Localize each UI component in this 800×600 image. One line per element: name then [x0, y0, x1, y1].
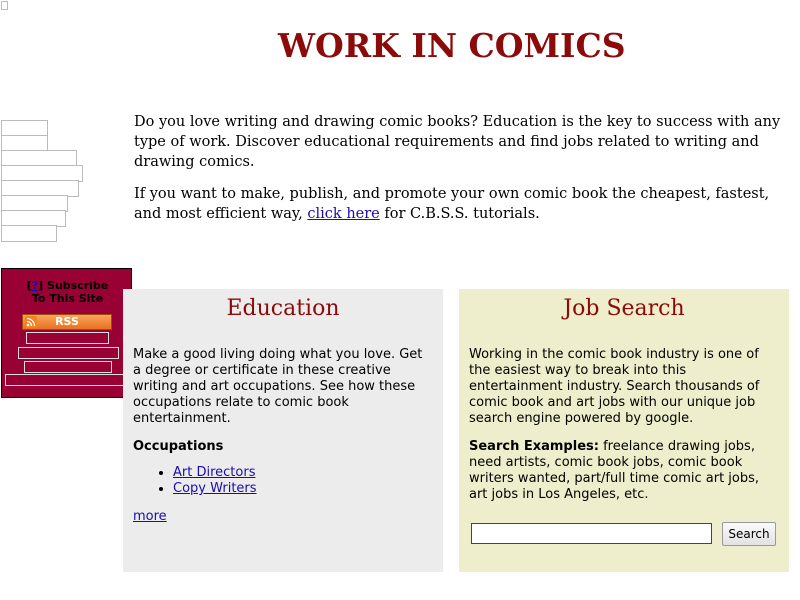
nav-placeholder-box[interactable]: [1, 225, 57, 242]
subscribe-line2: To This Site: [31, 292, 104, 305]
job-search-title: Job Search: [563, 296, 685, 321]
education-title: Education: [226, 296, 340, 321]
intro-paragraph: Do you love writing and drawing comic books? Education is the key to success with any type of work. Discover educational requirements and find jobs related to writing and drawing comics.: [134, 114, 781, 170]
art-directors-link[interactable]: Art Directors: [173, 465, 256, 480]
help-link[interactable]: ?: [31, 279, 39, 292]
subscribe-box: [1, 268, 132, 398]
rss-label: RSS: [55, 315, 79, 328]
intro-text-before-link: If you want to make, publish, and promote your own comic book the cheapest, fastest, and most efficient way,: [134, 186, 770, 222]
site-title: WORK IN COMICS: [278, 26, 626, 65]
search-examples-text: freelance drawing jobs, need artists, comic book jobs, comic book writers wanted, part/full time comic art jobs, art jobs in Los Angeles, etc.: [469, 439, 760, 502]
education-body: [133, 347, 433, 525]
job-search-body: [469, 347, 779, 515]
more-link[interactable]: more: [133, 509, 167, 524]
job-search-text: Working in the comic book industry is one of the easiest way to break into this entertainment industry. Search thousands of comic book and art jobs with our unique job search engine powered by google.: [469, 347, 760, 426]
broken-image-icon: [1, 1, 8, 10]
intro-paragraph-tutorials: [134, 184, 784, 224]
subscribe-label: [?] Subscribe To This Site: [26, 279, 109, 305]
search-examples-label: Search Examples:: [469, 439, 599, 454]
subscribe-feed-box[interactable]: [18, 347, 119, 359]
list-item: [173, 481, 433, 497]
rss-button[interactable]: [22, 314, 112, 330]
rss-icon: [25, 316, 37, 328]
subscribe-feed-box[interactable]: [26, 332, 109, 344]
intro-text-after-link: for C.B.S.S. tutorials.: [379, 206, 540, 222]
list-item: [173, 465, 433, 481]
copy-writers-link[interactable]: Copy Writers: [173, 481, 257, 496]
job-search-panel: [459, 289, 789, 572]
click-here-link[interactable]: click here: [307, 206, 380, 222]
subscribe-feed-box[interactable]: [5, 374, 131, 386]
search-input[interactable]: [471, 523, 712, 544]
occupations-heading: Occupations: [133, 439, 224, 454]
subscribe-feed-box[interactable]: [24, 361, 112, 373]
education-panel: [123, 289, 443, 572]
subscribe-line1: Subscribe: [43, 279, 109, 292]
education-text: Make a good living doing what you love. Get a degree or certificate in these creative writing and art occupations. See how these occupations relate to comic book entertainment.: [133, 347, 423, 426]
intro-text: [134, 112, 784, 236]
occupations-list: [133, 465, 433, 497]
search-button[interactable]: Search: [722, 522, 776, 546]
search-examples: [469, 439, 779, 503]
